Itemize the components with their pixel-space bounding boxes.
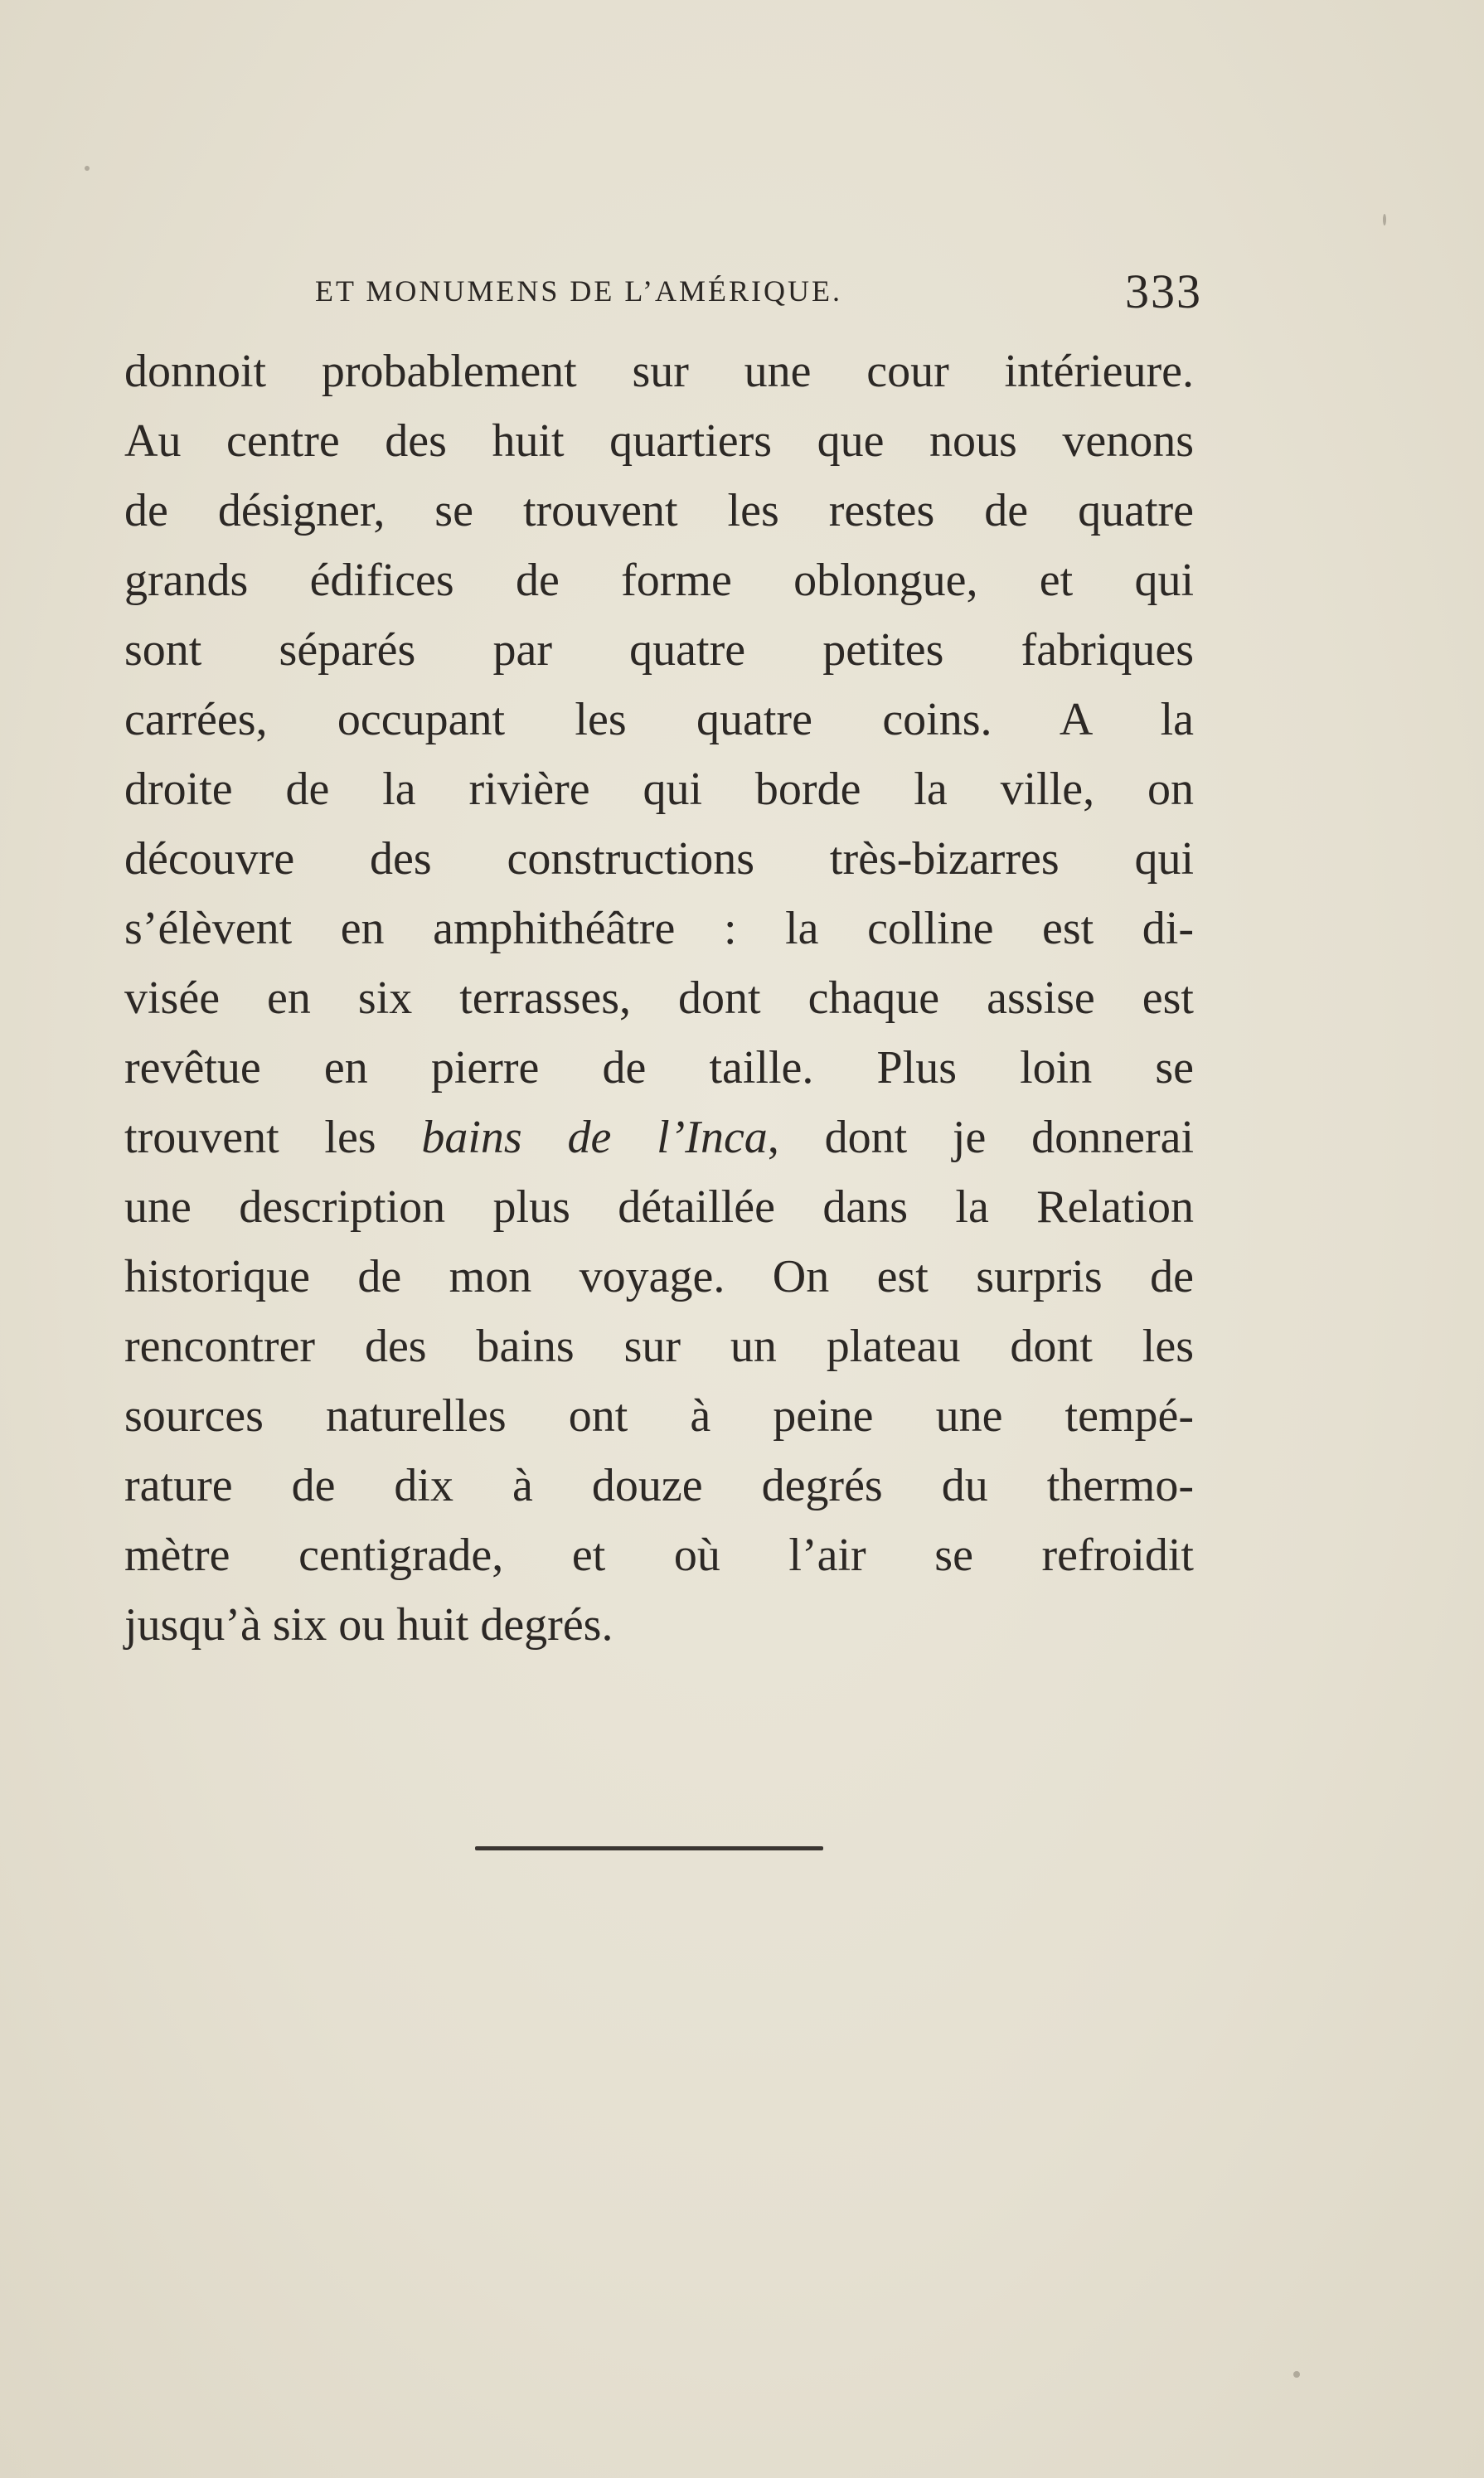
text-line: de désigner, se trouvent les restes de quatre <box>124 485 1194 536</box>
text-line: découvre des constructions très-bizarres qui <box>124 833 1194 885</box>
text-line-with-italic <box>124 1103 1194 1172</box>
italic-phrase: bains de l’Inca <box>421 1112 768 1163</box>
text-line: rencontrer des bains sur un plateau dont les <box>124 1321 1194 1372</box>
text-line: sources naturelles ont à peine une tempé- <box>124 1390 1194 1442</box>
text-line: mètre centigrade, et où l’air se refroidit <box>124 1530 1194 1581</box>
closing-rule <box>475 1846 823 1850</box>
text-line: sont séparés par quatre petites fabriques <box>124 624 1194 676</box>
paper-speck <box>1383 214 1386 225</box>
page-number: 333 <box>1125 264 1202 318</box>
text-line: droite de la rivière qui borde la ville, on <box>124 764 1194 815</box>
text-line: s’élèvent en amphithéâtre : la colline est di- <box>124 903 1194 954</box>
text-line: rature de dix à douze degrés du thermo- <box>124 1460 1194 1511</box>
line-text-before: trouvent les <box>124 1112 422 1163</box>
text-line: Au centre des huit quartiers que nous venons <box>124 415 1194 467</box>
text-line: une description plus détaillée dans la Relation <box>124 1181 1194 1233</box>
text-line: grands édifices de forme oblongue, et qui <box>124 555 1194 606</box>
text-line: revêtue en pierre de taille. Plus loin se <box>124 1042 1194 1094</box>
text-line: donnoit probablement sur une cour intérieure. <box>124 346 1194 397</box>
body-text <box>124 337 1194 1660</box>
running-title: ET MONUMENS DE L’AMÉRIQUE. <box>315 274 842 308</box>
text-line: visée en six terrasses, dont chaque assise est <box>124 972 1194 1024</box>
running-head <box>315 264 1202 322</box>
line-text-after: , dont je donnerai <box>767 1112 1194 1163</box>
paper-speck <box>85 166 90 171</box>
text-line: jusqu’à six ou huit degrés. <box>124 1599 613 1651</box>
text-line: historique de mon voyage. On est surpris de <box>124 1251 1194 1302</box>
text-line: carrées, occupant les quatre coins. A la <box>124 694 1194 745</box>
paper-speck <box>1293 2371 1300 2378</box>
